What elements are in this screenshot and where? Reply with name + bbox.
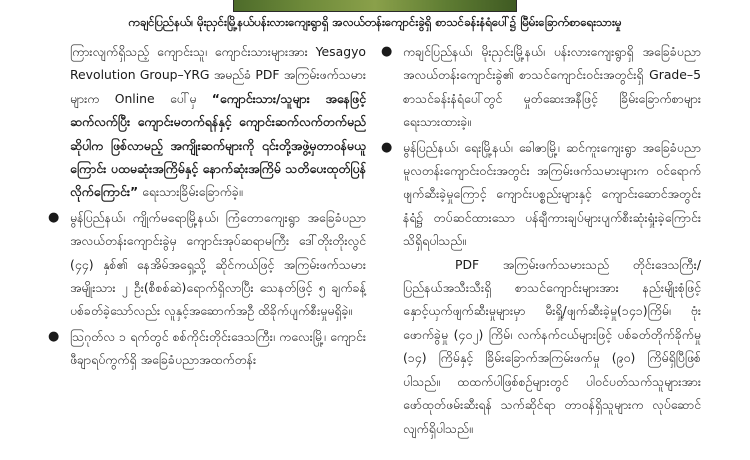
right-bullet-2-text: မွန်ပြည်နယ်၊ ရေးမြို့နယ်၊ ခေါဇာမြို့၊ ဆင်ကူးကျေးရွာ အခြေခံပညာမူလတန်းကျောင်းဝင်းအတွင်း အကြမ်းဖက်သမားများက ဝင်ရောက်ဖျက်ဆီးခဲ့မှုကြောင့် ကျောင်းပစ္စည်းများနှင့် ကျောင်းဆောင်အတွင်းနံရံ၌ တပ်ဆင်ထားသော ပန်ချီကားချပ်များပျက်စီးဆုံးရှုံးခဲ့ကြောင်း သိရှိရပါသည်။ [403, 139, 701, 249]
bullet-icon: ● [381, 44, 393, 59]
intro-ending: ရေးသားခြိမ်းခြောက်ခဲ့။ [138, 184, 243, 200]
left-column [48, 40, 367, 372]
bullet-icon: ● [48, 209, 60, 225]
right-bullet-2 [381, 136, 701, 253]
right-bullet-1-text: ကချင်ပြည်နယ်၊ မိုးညှင်းမြို့နယ်၊ ပန်းလားကျေးရွာရှိ အခြေခံပညာအလယ်တန်းကျောင်းခွဲ၏ စာသင်ကျောင်းဝင်းအတွင်းရှိ Grade–5 စာသင်ခန်းနံရံပေါ်တွင် မှုတ်ဆေးအနီဖြင့် ခြိမ်းခြောက်စာများ ရေးသားထားခဲ့။ [403, 44, 701, 130]
left-bullet-2 [48, 325, 366, 372]
right-column [381, 40, 701, 440]
photo-caption: ကချင်ပြည်နယ်၊ မိုးညှင်းမြို့နယ်ပန်းလားကျေးရွာရှိ အလယ်တန်းကျောင်းခွဲရှိ စာသင်ခန်းနံရံပေါ်၌ မြီမ်းခြောက်စာရေးသားမှု [128, 15, 622, 29]
bullet-icon: ● [381, 139, 393, 155]
right-bullet-1 [381, 40, 701, 134]
intro-paragraph [70, 40, 366, 204]
left-bullet-2-text: ဩဂုတ်လ ၁ ရက်တွင် စစ်ကိုင်းတိုင်းဒေသကြီး၊ ကလေးမြို့၊ ကျောင်းဖီချာရပ်ကွက်ရှိ အခြေခံပညာအထက်တန်း [70, 328, 366, 368]
header-photo [233, 0, 517, 12]
left-bullet-1-text: မွန်ပြည်နယ်၊ ကျိုက်မရောမြို့နယ်၊ ကြံတောကျေးရွာ အခြေခံပညာအလယ်တန်းကျောင်းခွဲမှ ကျောင်းအုပ်ဆရာမကြီး ဒေါ်တိုးတိုးလွင် (၄၄) နှစ်၏ နေအိမ်အရှေ့သို့ ဆိုင်ကယ်ဖြင့် အကြမ်းဖက်သမားအမျိုးသား ၂ ဦး(စီစစ်ဆဲ)ရောက်ရှိလာပြီး သေနတ်ဖြင့် ၅ ချက်ခန့်ပစ်ခတ်ခဲ့သော်လည်း လူနှင့်အဆောက်အဦ ထိခိုက်ပျက်စီးမှုမရှိခဲ့။ [70, 209, 366, 319]
intro-text: ကြားလျက်ရှိသည့် ကျောင်းသူ၊ ကျောင်းသားများအား Yesagyo Revolution Group–YRG အမည်ခံ PDF အကြမ်းဖက်သမားများက Online ပေါ်မှ [70, 44, 366, 106]
bullet-icon: ● [48, 328, 60, 344]
right-paragraph-3: PDF အကြမ်းဖက်သမားသည် တိုင်းဒေသကြီး/ပြည်နယ်အသီးသီးရှိ စာသင်ကျောင်းများအား နည်းမျိုးစုံဖြင့် နှောင့်ယှက်ဖျက်ဆီးမှုများမှာ မီးရှို့/ဖျက်ဆီးခဲ့မှု(၁၄၁)ကြိမ်၊ ဗုံးဖောက်ခွဲမှု (၄၀၂) ကြိမ်၊ လက်နက်ငယ်များဖြင့် ပစ်ခတ်တိုက်ခိုက်မှု (၁၄) ကြိမ်နှင့် ခြိမ်းခြောက်အကြမ်းဖက်မှု (၉၀) ကြိမ်ရှိပြီဖြစ်ပါသည်။ ထထက်ပါဖြစ်စဉ်များတွင် ပါဝင်ပတ်သက်သူများအား ဖော်ထုတ်ဖမ်းဆီးရန် သက်ဆိုင်ရာ တာဝန်ရှိသူများက လုပ်ဆောင်လျက်ရှိပါသည်။ [403, 256, 701, 436]
left-bullet-1 [48, 206, 366, 323]
intro-quote: “ကျောင်းသား/သူများ အနေဖြင့် ဆက်လက်ပြီး ကျောင်းမတက်ရန်နှင့် ကျောင်းဆက်လက်တက်မည်ဆိုပါက ဖြစ်လာမည့် အကျိုးဆက်များကို ၎င်းတို့အဖွဲ့မှတာဝန်မယူကြောင်း ပထမဆုံးအကြိမ်နှင့် နောက်ဆုံးအကြိမ် သတိပေးထုတ်ပြန်လိုက်ကြောင်း” [70, 90, 367, 200]
